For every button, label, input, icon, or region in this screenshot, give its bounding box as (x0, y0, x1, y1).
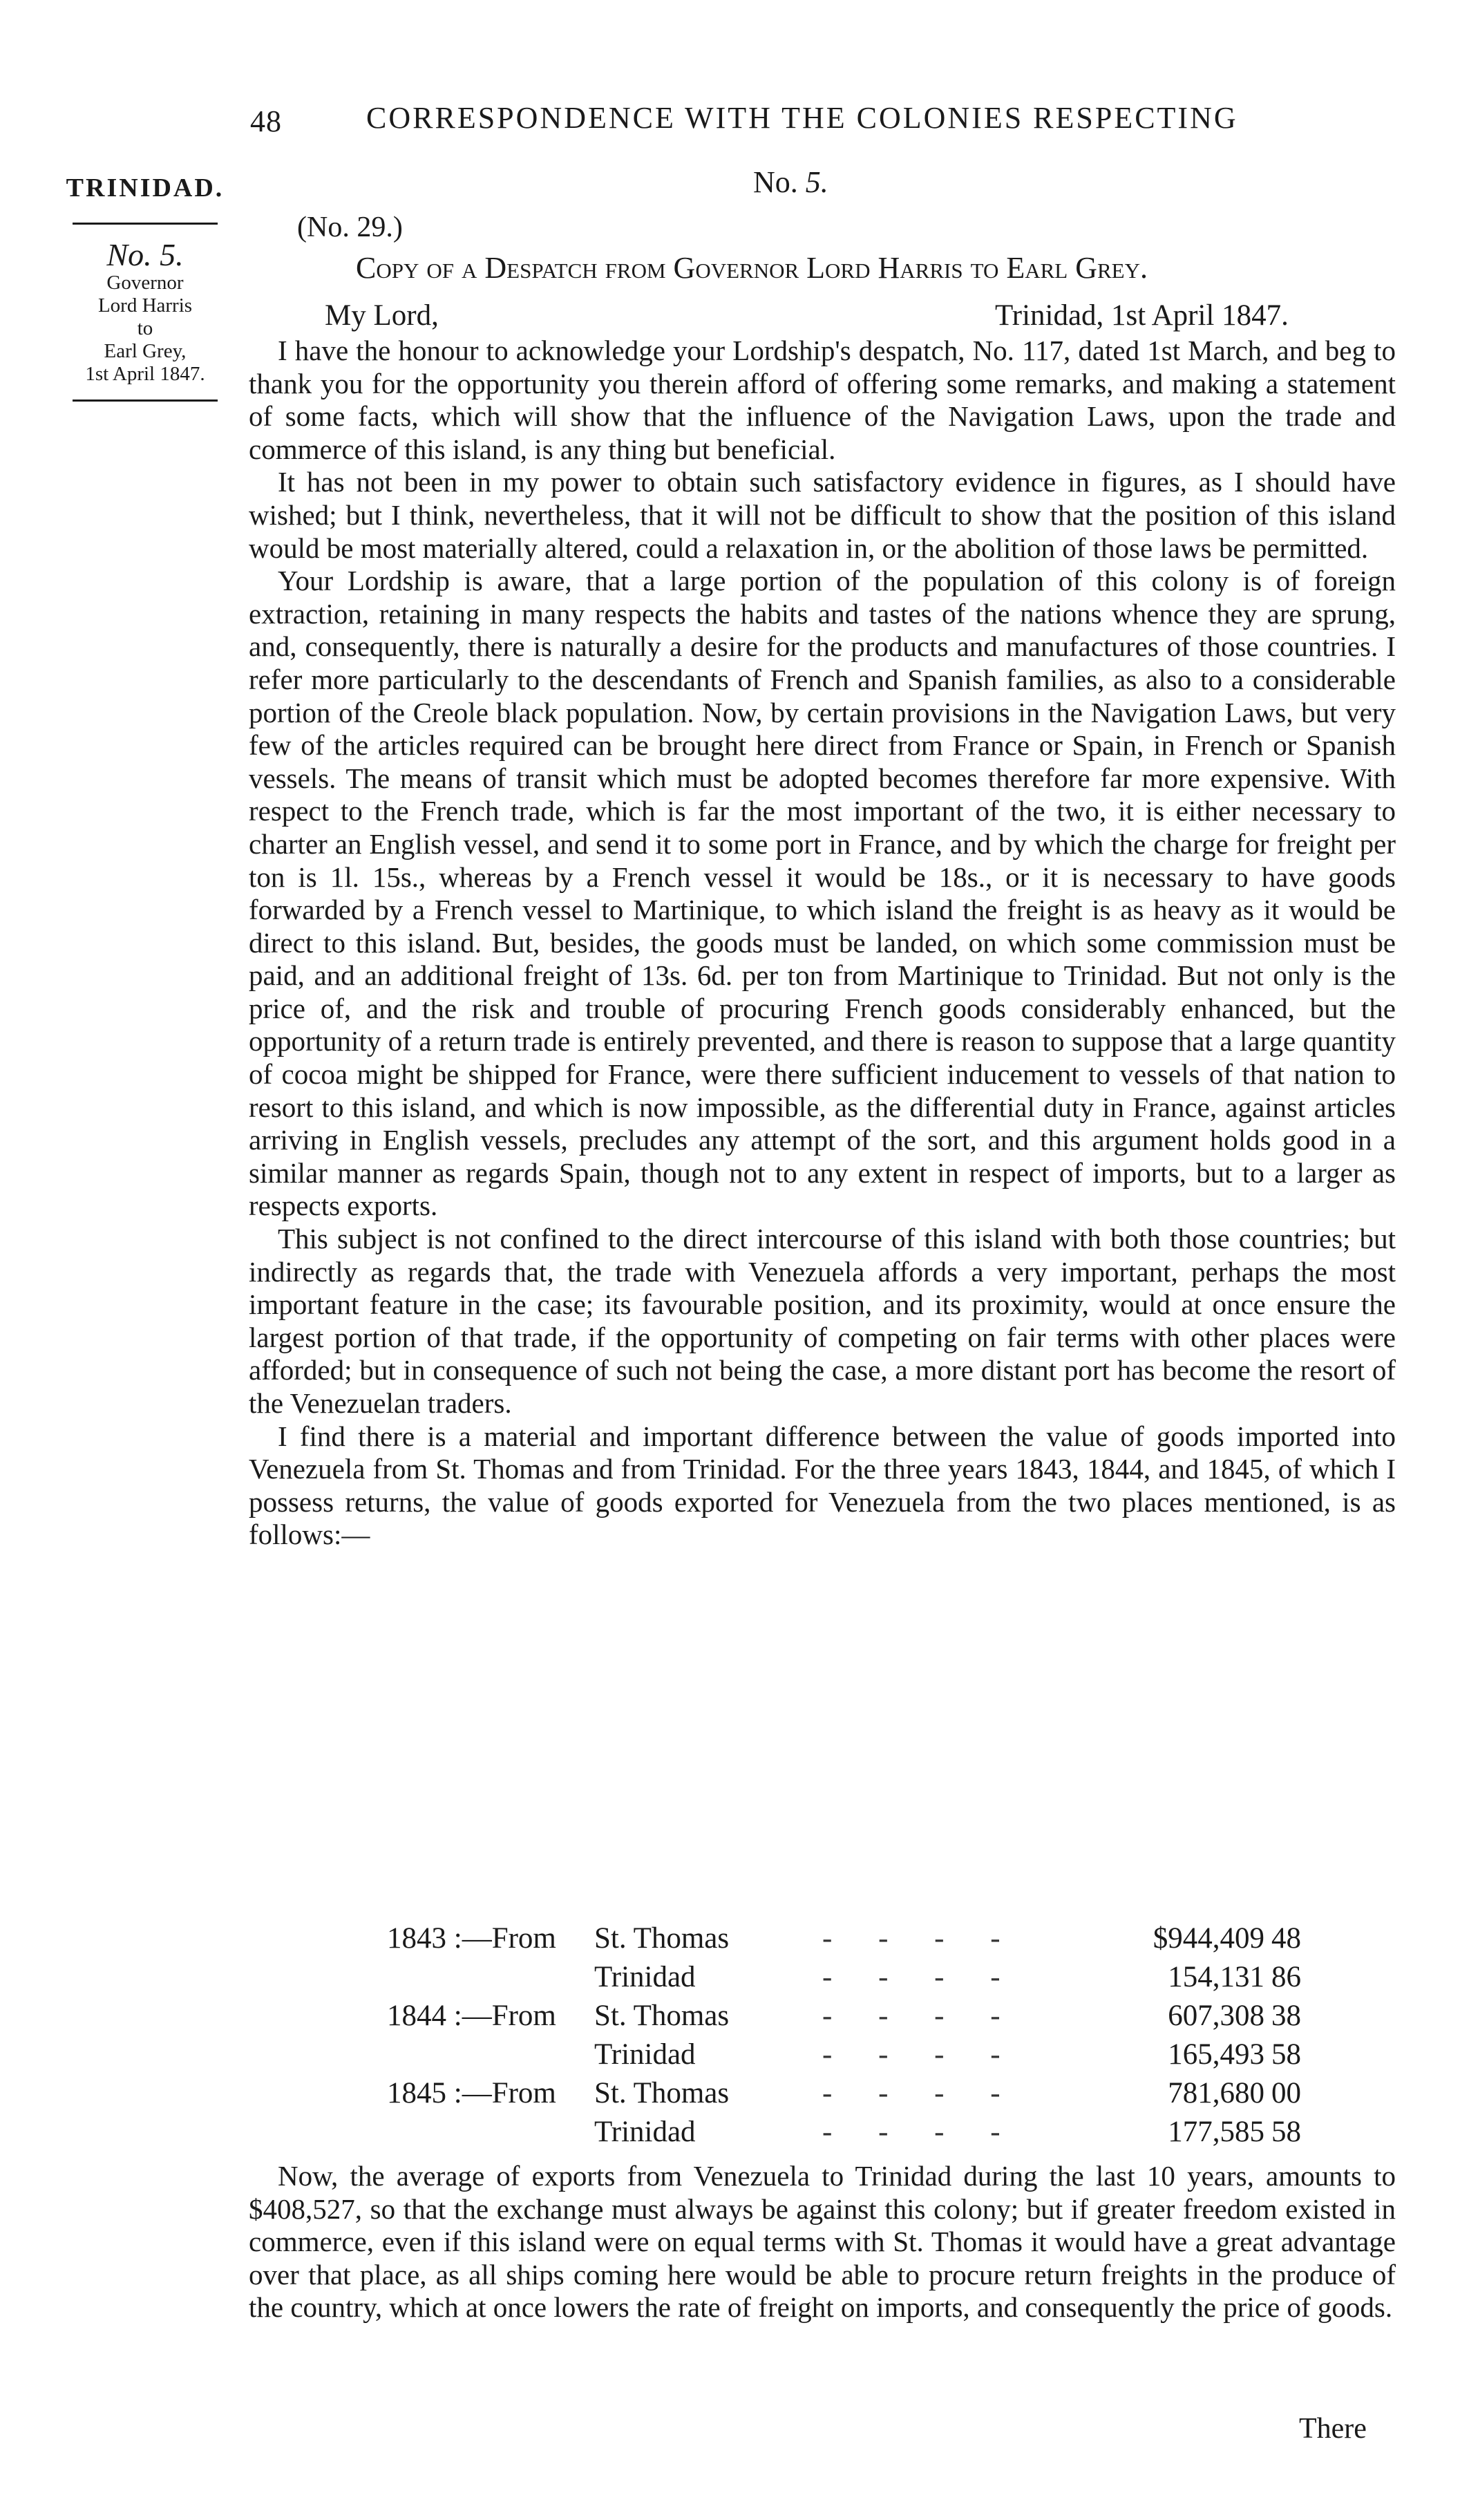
paragraph: This subject is not confined to the direct intercourse of this island with both those countries; but indirectly as regards that, the trade with Venezuela affords a very important, perhaps the most important feature in the case; its favourable position, and its proximity, would at once ensure the largest portion of that trade, if the opportunity of competing on fair terms with other places were afforded; but in consequence of such not being the case, a more distant port has become the resort of the Venezuelan traders. (249, 1223, 1396, 1419)
table-leader-dots: - - - - (822, 2116, 1020, 2148)
table-amount: 165,493 (1168, 2038, 1264, 2071)
margin-colony: TRINIDAD. (66, 173, 225, 203)
table-amount: 607,308 (1168, 2000, 1264, 2032)
margin-note (41, 173, 249, 402)
margin-doc-number: No. 5. (106, 237, 184, 272)
table-row (387, 1921, 1354, 1960)
margin-line: Earl Grey, (104, 340, 187, 362)
table-row (387, 2076, 1354, 2115)
margin-rule-bottom (73, 399, 218, 402)
exports-table (387, 1921, 1354, 2154)
margin-line: 1st April 1847. (85, 363, 205, 385)
table-amount: 154,131 (1168, 1961, 1264, 1993)
closing-paragraph: Now, the average of exports from Venezuela to Trinidad during the last 10 years, amounts to $408,527, so that the exchange must always be against this colony; but if greater freedom existed in commerce, even if this island were on equal terms with St. Thomas it would have a great advantage over that place, as all ships coming here would be able to procure return freights in the produce of the country, which at once lowers the rate of freight on imports, and consequently the price of goods. (249, 2160, 1396, 2324)
table-row (387, 1999, 1354, 2038)
salutation: My Lord, (325, 299, 439, 332)
table-place: Trinidad (594, 2116, 696, 2148)
table-cents: 86 (1271, 1961, 1301, 1993)
margin-rule-top (73, 223, 218, 225)
table-cents: 58 (1271, 2038, 1301, 2071)
paragraph: I find there is a material and important difference between the value of goods imported into Venezuela from St. Thomas and from Trinidad. For the three years 1843, 1844, and 1845, of which I possess returns, the value of goods exported for Venezuela from the two places mentioned, is as follows:— (249, 1420, 1396, 1551)
table-cents: 38 (1271, 2000, 1301, 2032)
table-cents: 48 (1271, 1922, 1301, 1955)
table-leader-dots: - - - - (822, 2077, 1020, 2109)
margin-line: Lord Harris (97, 294, 193, 317)
paragraph: I have the honour to acknowledge your Lordship's despatch, No. 117, dated 1st March, and beg to thank you for the opportunity you therein afford of offering some remarks, and making a statement of some facts, which will show that the influence of the Navigation Laws, upon the trade and commerce of this island, is any thing but beneficial. (249, 335, 1396, 465)
catchword: There (1299, 2413, 1367, 2445)
table-place: Trinidad (594, 1961, 696, 1993)
table-year: 1845 :—From (387, 2077, 556, 2109)
table-leader-dots: - - - - (822, 2000, 1020, 2032)
paragraph: It has not been in my power to obtain such satisfactory evidence in figures, as I should have wished; but I think, nevertheless, that it will not be difficult to show that the position of this island would be most materially altered, could a relaxation in, or the abolition of those laws be permitted. (249, 466, 1396, 564)
despatch-body (249, 335, 1396, 1552)
table-amount: 781,680 (1168, 2077, 1264, 2109)
table-amount: 177,585 (1168, 2116, 1264, 2148)
closing-section (249, 2160, 1396, 2324)
table-leader-dots: - - - - (822, 2038, 1020, 2071)
table-cents: 58 (1271, 2116, 1301, 2148)
paragraph: Your Lordship is aware, that a large portion of the population of this colony is of foreign extraction, retaining in many respects the habits and tastes of the nations whence they are sprung, and, consequently, there is naturally a desire for the products and manufactures of those countries. I refer more particularly to the descendants of French and Spanish families, as also to a considerable portion of the Creole black population. Now, by certain provisions in the Navigation Laws, but very few of the articles required can be brought here direct from France or Spain, in French or Spanish vessels. The means of transit which must be adopted becomes therefore far more expensive. With respect to the French trade, which is far the most important of the two, it is either necessary to charter an English vessel, and send it to some port in France, and by which the charge for freight per ton is 1l. 15s., whereas by a French vessel it would be 18s., or it is necessary to have goods forwarded by a French vessel to Martinique, to which island the freight is as heavy as it would be direct to this island. But, besides, the goods must be landed, on which some commission must be paid, and an additional freight of 13s. 6d. per ton from Martinique to Trinidad. But not only is the price of, and the risk and trouble of procuring French goods considerably enhanced, but the opportunity of a return trade is entirely prevented, and there is reason to suppose that a large quantity of cocoa might be shipped for France, were there sufficient inducement to vessels of that nation to resort to this island, and which is now impossible, as the differential duty in France, against articles arriving in English vessels, precludes any attempt of the sort, and this argument holds good in a similar manner as regards Spain, though not to any extent in respect of imports, but to a larger as respects exports. (249, 565, 1396, 1222)
table-row (387, 1960, 1354, 1999)
table-row (387, 2038, 1354, 2076)
table-cents: 00 (1271, 2077, 1301, 2109)
table-year: 1844 :—From (387, 2000, 556, 2032)
margin-line: to (137, 317, 153, 339)
table-place: St. Thomas (594, 1922, 730, 1955)
despatch-title: Copy of a Despatch from Governor Lord Harris to Earl Grey. (356, 251, 1148, 285)
running-head: CORRESPONDENCE WITH THE COLONIES RESPECTING (366, 101, 1238, 135)
table-leader-dots: - - - - (822, 1961, 1020, 1993)
document-number-label: No. (753, 165, 798, 199)
table-place: Trinidad (594, 2038, 696, 2071)
despatch-number: (No. 29.) (297, 211, 403, 243)
table-year: 1843 :—From (387, 1922, 556, 1955)
table-row (387, 2115, 1354, 2154)
table-place: St. Thomas (594, 2000, 730, 2032)
dateline: Trinidad, 1st April 1847. (995, 299, 1289, 332)
margin-line: Governor (106, 272, 184, 294)
document-number (753, 164, 828, 200)
table-leader-dots: - - - - (822, 1922, 1020, 1955)
page-number: 48 (250, 104, 282, 138)
document-number-value: 5. (805, 165, 828, 199)
table-place: St. Thomas (594, 2077, 730, 2109)
table-amount: $944,409 (1153, 1922, 1264, 1955)
